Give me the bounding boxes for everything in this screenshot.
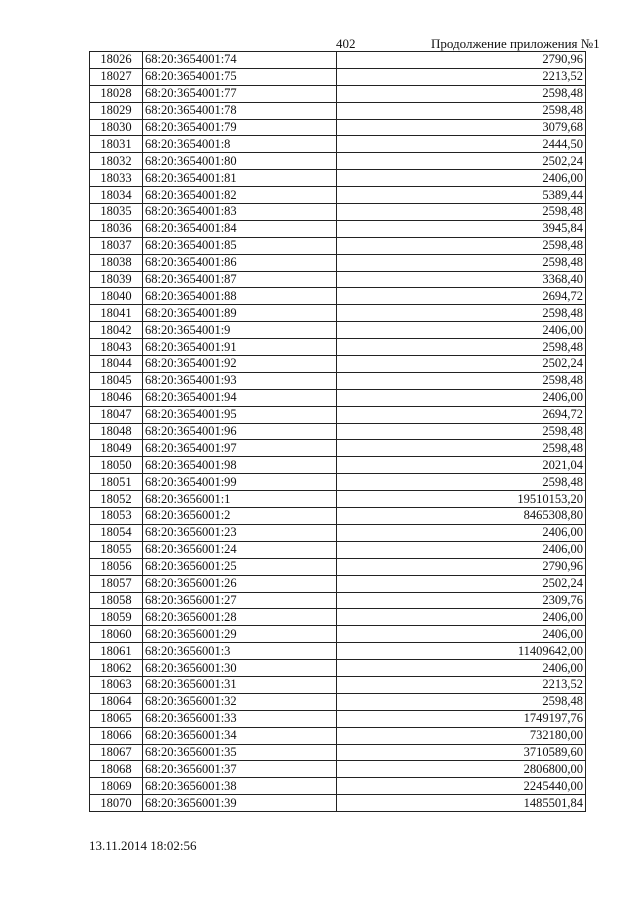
- cadastral-number-cell: 68:20:3654001:87: [143, 271, 337, 288]
- cadastral-value-cell: 2406,00: [337, 541, 586, 558]
- row-number-cell: 18049: [90, 440, 143, 457]
- row-number-cell: 18040: [90, 288, 143, 305]
- cadastral-value-cell: 2806800,00: [337, 761, 586, 778]
- cadastral-value-cell: 2406,00: [337, 322, 586, 339]
- row-number-cell: 18048: [90, 423, 143, 440]
- table-row: [90, 761, 586, 778]
- cadastral-value-cell: 3368,40: [337, 271, 586, 288]
- table-row: [90, 524, 586, 541]
- cadastral-number-cell: 68:20:3656001:33: [143, 710, 337, 727]
- cadastral-number-cell: 68:20:3656001:2: [143, 508, 337, 525]
- cadastral-number-cell: 68:20:3656001:25: [143, 558, 337, 575]
- cadastral-number-cell: 68:20:3656001:39: [143, 795, 337, 812]
- table-row: [90, 795, 586, 812]
- row-number-cell: 18029: [90, 102, 143, 119]
- cadastral-number-cell: 68:20:3654001:83: [143, 204, 337, 221]
- table-row: [90, 322, 586, 339]
- table-row: [90, 52, 586, 69]
- table-row: [90, 389, 586, 406]
- row-number-cell: 18056: [90, 558, 143, 575]
- cadastral-value-cell: 2444,50: [337, 136, 586, 153]
- row-number-cell: 18028: [90, 85, 143, 102]
- table-row: [90, 136, 586, 153]
- table-row: [90, 660, 586, 677]
- cadastral-number-cell: 68:20:3656001:37: [143, 761, 337, 778]
- row-number-cell: 18059: [90, 609, 143, 626]
- cadastral-number-cell: 68:20:3656001:26: [143, 575, 337, 592]
- row-number-cell: 18045: [90, 372, 143, 389]
- row-number-cell: 18050: [90, 457, 143, 474]
- cadastral-value-cell: 2309,76: [337, 592, 586, 609]
- table-row: [90, 676, 586, 693]
- cadastral-number-cell: 68:20:3654001:85: [143, 237, 337, 254]
- cadastral-value-cell: 2406,00: [337, 524, 586, 541]
- table-row: [90, 541, 586, 558]
- table-row: [90, 102, 586, 119]
- row-number-cell: 18038: [90, 254, 143, 271]
- table-row: [90, 609, 586, 626]
- cadastral-value-cell: 3079,68: [337, 119, 586, 136]
- cadastral-value-cell: 2790,96: [337, 52, 586, 69]
- table-row: [90, 558, 586, 575]
- table-row: [90, 491, 586, 508]
- cadastral-number-cell: 68:20:3656001:32: [143, 693, 337, 710]
- cadastral-value-cell: 2406,00: [337, 389, 586, 406]
- cadastral-number-cell: 68:20:3656001:29: [143, 626, 337, 643]
- row-number-cell: 18065: [90, 710, 143, 727]
- table-row: [90, 372, 586, 389]
- cadastral-value-cell: 2213,52: [337, 68, 586, 85]
- table-row: [90, 778, 586, 795]
- table-row: [90, 693, 586, 710]
- table-row: [90, 119, 586, 136]
- table-row: [90, 440, 586, 457]
- cadastral-number-cell: 68:20:3654001:75: [143, 68, 337, 85]
- row-number-cell: 18034: [90, 187, 143, 204]
- cadastral-value-cell: 2598,48: [337, 372, 586, 389]
- row-number-cell: 18054: [90, 524, 143, 541]
- cadastral-value-cell: 2598,48: [337, 102, 586, 119]
- cadastral-value-cell: 2406,00: [337, 626, 586, 643]
- row-number-cell: 18051: [90, 474, 143, 491]
- table-row: [90, 187, 586, 204]
- cadastral-number-cell: 68:20:3656001:27: [143, 592, 337, 609]
- cadastral-value-cell: 2598,48: [337, 693, 586, 710]
- row-number-cell: 18068: [90, 761, 143, 778]
- cadastral-value-cell: 2406,00: [337, 609, 586, 626]
- cadastral-number-cell: 68:20:3654001:9: [143, 322, 337, 339]
- row-number-cell: 18060: [90, 626, 143, 643]
- row-number-cell: 18067: [90, 744, 143, 761]
- table-row: [90, 626, 586, 643]
- table-row: [90, 254, 586, 271]
- cadastral-value-cell: 2406,00: [337, 660, 586, 677]
- cadastral-value-cell: 1749197,76: [337, 710, 586, 727]
- cadastral-value-cell: 2598,48: [337, 254, 586, 271]
- table-row: [90, 457, 586, 474]
- cadastral-value-cell: 3710589,60: [337, 744, 586, 761]
- table-row: [90, 170, 586, 187]
- cadastral-value-cell: 2790,96: [337, 558, 586, 575]
- table-row: [90, 356, 586, 373]
- cadastral-number-cell: 68:20:3656001:30: [143, 660, 337, 677]
- row-number-cell: 18055: [90, 541, 143, 558]
- row-number-cell: 18070: [90, 795, 143, 812]
- cadastral-value-cell: 2021,04: [337, 457, 586, 474]
- cadastral-value-cell: 2502,24: [337, 575, 586, 592]
- cadastral-value-cell: 2694,72: [337, 288, 586, 305]
- cadastral-value-cell: 11409642,00: [337, 643, 586, 660]
- row-number-cell: 18058: [90, 592, 143, 609]
- cadastral-number-cell: 68:20:3656001:1: [143, 491, 337, 508]
- cadastral-value-cell: 2598,48: [337, 339, 586, 356]
- cadastral-number-cell: 68:20:3654001:74: [143, 52, 337, 69]
- cadastral-number-cell: 68:20:3654001:79: [143, 119, 337, 136]
- continuation-title: Продолжение приложения №1: [431, 36, 600, 51]
- cadastral-number-cell: 68:20:3654001:78: [143, 102, 337, 119]
- cadastral-value-cell: 8465308,80: [337, 508, 586, 525]
- cadastral-value-cell: 19510153,20: [337, 491, 586, 508]
- cadastral-number-cell: 68:20:3654001:97: [143, 440, 337, 457]
- cadastral-value-cell: 2406,00: [337, 170, 586, 187]
- table-row: [90, 288, 586, 305]
- row-number-cell: 18039: [90, 271, 143, 288]
- table-row: [90, 643, 586, 660]
- row-number-cell: 18064: [90, 693, 143, 710]
- table-row: [90, 423, 586, 440]
- cadastral-value-cell: 2213,52: [337, 676, 586, 693]
- cadastral-number-cell: 68:20:3654001:81: [143, 170, 337, 187]
- row-number-cell: 18046: [90, 389, 143, 406]
- cadastral-value-cell: 2245440,00: [337, 778, 586, 795]
- cadastral-value-cell: 2598,48: [337, 204, 586, 221]
- cadastral-value-cell: 2598,48: [337, 237, 586, 254]
- page-number: 402: [336, 36, 356, 51]
- cadastral-number-cell: 68:20:3654001:84: [143, 220, 337, 237]
- table-row: [90, 727, 586, 744]
- row-number-cell: 18053: [90, 508, 143, 525]
- table-row: [90, 204, 586, 221]
- cadastral-number-cell: 68:20:3656001:38: [143, 778, 337, 795]
- cadastral-number-cell: 68:20:3654001:86: [143, 254, 337, 271]
- row-number-cell: 18031: [90, 136, 143, 153]
- row-number-cell: 18030: [90, 119, 143, 136]
- cadastral-number-cell: 68:20:3654001:94: [143, 389, 337, 406]
- row-number-cell: 18066: [90, 727, 143, 744]
- cadastral-value-cell: 3945,84: [337, 220, 586, 237]
- row-number-cell: 18032: [90, 153, 143, 170]
- row-number-cell: 18052: [90, 491, 143, 508]
- table-row: [90, 592, 586, 609]
- table-row: [90, 339, 586, 356]
- cadastral-number-cell: 68:20:3654001:88: [143, 288, 337, 305]
- row-number-cell: 18044: [90, 356, 143, 373]
- cadastral-value-cell: 1485501,84: [337, 795, 586, 812]
- cadastral-number-cell: 68:20:3654001:82: [143, 187, 337, 204]
- table-row: [90, 474, 586, 491]
- cadastral-number-cell: 68:20:3654001:89: [143, 305, 337, 322]
- cadastral-number-cell: 68:20:3656001:23: [143, 524, 337, 541]
- row-number-cell: 18026: [90, 52, 143, 69]
- cadastral-number-cell: 68:20:3654001:92: [143, 356, 337, 373]
- cadastral-number-cell: 68:20:3656001:3: [143, 643, 337, 660]
- row-number-cell: 18033: [90, 170, 143, 187]
- cadastral-number-cell: 68:20:3654001:93: [143, 372, 337, 389]
- row-number-cell: 18037: [90, 237, 143, 254]
- row-number-cell: 18047: [90, 406, 143, 423]
- cadastral-number-cell: 68:20:3656001:24: [143, 541, 337, 558]
- row-number-cell: 18035: [90, 204, 143, 221]
- cadastral-number-cell: 68:20:3654001:77: [143, 85, 337, 102]
- cadastral-value-cell: 2694,72: [337, 406, 586, 423]
- cadastral-value-cell: 2502,24: [337, 153, 586, 170]
- table-row: [90, 237, 586, 254]
- cadastral-number-cell: 68:20:3654001:8: [143, 136, 337, 153]
- table-row: [90, 744, 586, 761]
- row-number-cell: 18057: [90, 575, 143, 592]
- row-number-cell: 18063: [90, 676, 143, 693]
- cadastral-number-cell: 68:20:3654001:96: [143, 423, 337, 440]
- table-row: [90, 153, 586, 170]
- table-row: [90, 85, 586, 102]
- cadastral-number-cell: 68:20:3656001:35: [143, 744, 337, 761]
- cadastral-value-cell: 5389,44: [337, 187, 586, 204]
- cadastral-number-cell: 68:20:3656001:31: [143, 676, 337, 693]
- row-number-cell: 18042: [90, 322, 143, 339]
- row-number-cell: 18041: [90, 305, 143, 322]
- row-number-cell: 18062: [90, 660, 143, 677]
- footer-timestamp: 13.11.2014 18:02:56: [89, 838, 197, 853]
- cadastral-value-table: [89, 51, 586, 812]
- table-row: [90, 406, 586, 423]
- cadastral-value-cell: 2598,48: [337, 85, 586, 102]
- cadastral-value-cell: 2598,48: [337, 474, 586, 491]
- row-number-cell: 18027: [90, 68, 143, 85]
- table-row: [90, 305, 586, 322]
- table-row: [90, 508, 586, 525]
- cadastral-value-cell: 2598,48: [337, 305, 586, 322]
- cadastral-number-cell: 68:20:3656001:28: [143, 609, 337, 626]
- row-number-cell: 18043: [90, 339, 143, 356]
- row-number-cell: 18069: [90, 778, 143, 795]
- table-row: [90, 271, 586, 288]
- row-number-cell: 18036: [90, 220, 143, 237]
- table-row: [90, 710, 586, 727]
- cadastral-value-cell: 2502,24: [337, 356, 586, 373]
- cadastral-value-cell: 732180,00: [337, 727, 586, 744]
- cadastral-number-cell: 68:20:3654001:95: [143, 406, 337, 423]
- cadastral-number-cell: 68:20:3656001:34: [143, 727, 337, 744]
- cadastral-number-cell: 68:20:3654001:91: [143, 339, 337, 356]
- table-row: [90, 220, 586, 237]
- table-body: [90, 52, 586, 812]
- row-number-cell: 18061: [90, 643, 143, 660]
- cadastral-number-cell: 68:20:3654001:98: [143, 457, 337, 474]
- cadastral-value-cell: 2598,48: [337, 440, 586, 457]
- cadastral-number-cell: 68:20:3654001:80: [143, 153, 337, 170]
- table-row: [90, 68, 586, 85]
- cadastral-value-cell: 2598,48: [337, 423, 586, 440]
- table-row: [90, 575, 586, 592]
- cadastral-number-cell: 68:20:3654001:99: [143, 474, 337, 491]
